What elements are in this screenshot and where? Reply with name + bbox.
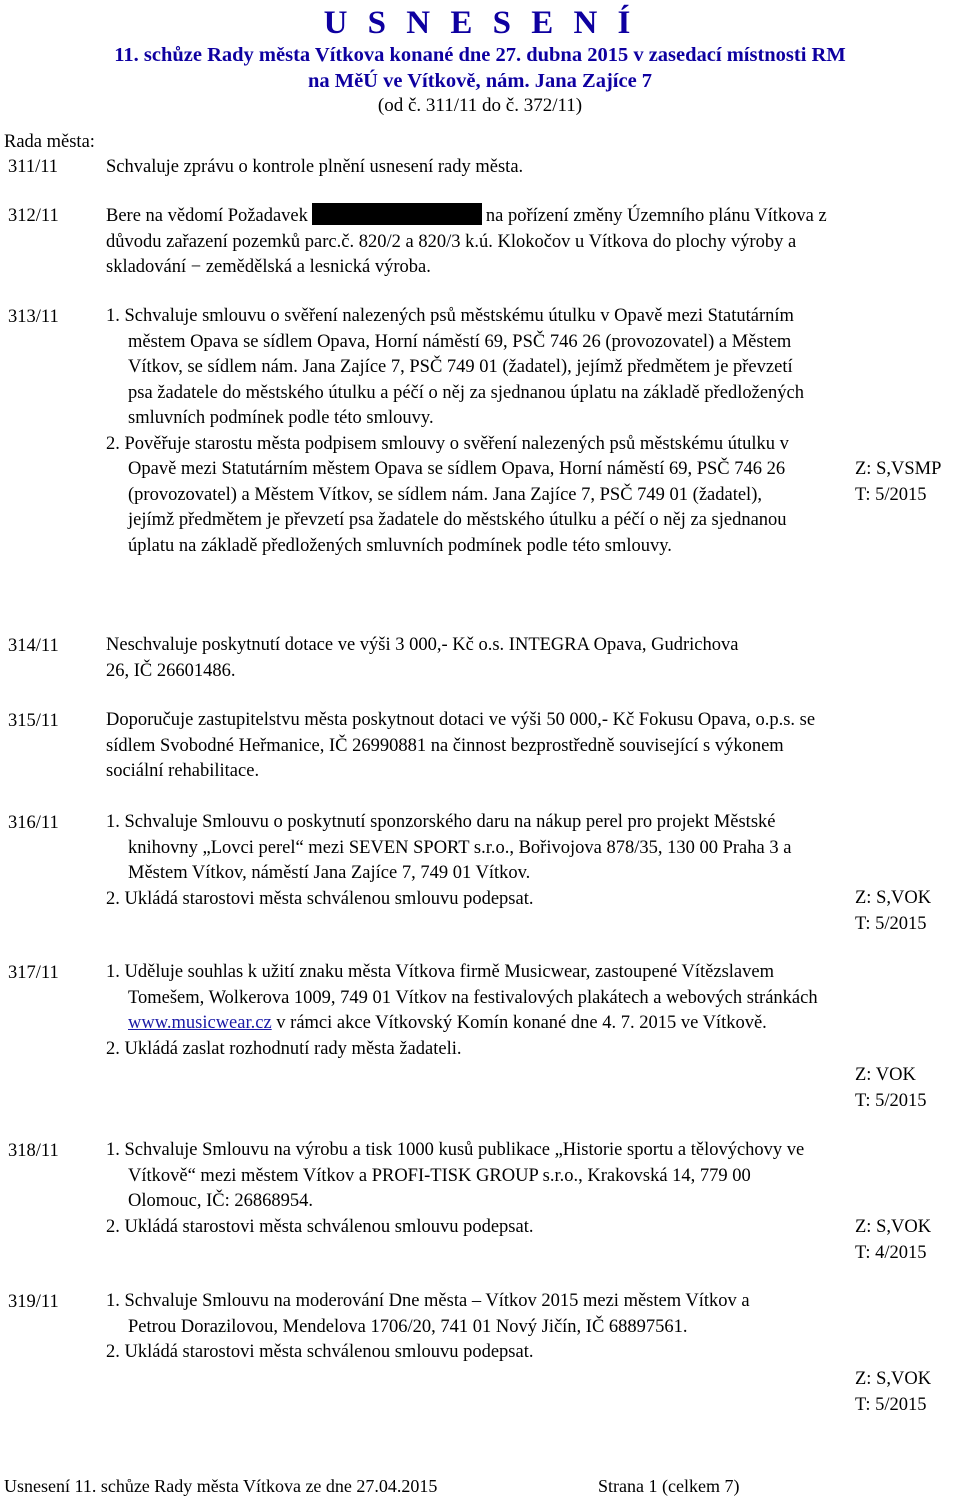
resolution-319 <box>106 1289 786 1366</box>
point-text: 1. Uděluje souhlas k užití znaku města Vítkova firmě Musicwear, zastoupené Vítězslavem Tomešem, Wolkerova 1009, 749 01 Vítkov na festivalových plakátech a webových stránkách <box>106 962 818 1008</box>
responsible-person: Z: VOK <box>855 1065 916 1085</box>
footer-title: Usnesení 11. schůze Rady města Vítkova ze dne 27.04.2015 <box>4 1476 438 1496</box>
resolution-number: 312/11 <box>8 206 59 226</box>
point-text: v rámci akce Vítkovský Komín konané dne 4. 7. 2015 ve Vítkově. <box>276 1013 767 1033</box>
website-link[interactable]: www.musicwear.cz <box>128 1013 272 1033</box>
deadline: T: 5/2015 <box>855 1395 927 1415</box>
responsible-person: Z: S,VSMP <box>855 459 942 479</box>
resolution-text-c: plánu Vítkova z důvodu zařazení pozemků parc.č. 820/2 a 820/3 k.ú. Klokočov u Vítkova do plochy výroby a skladování − zemědělská a lesnická výroba. <box>106 206 827 277</box>
deadline: T: 5/2015 <box>855 914 927 934</box>
deadline: T: 5/2015 <box>855 485 927 505</box>
responsible-person: Z: S,VOK <box>855 1369 932 1389</box>
meeting-line: 11. schůze Rady města Vítkova konané dne 27. dubna 2015 v zasedací místnosti RM <box>114 44 846 66</box>
resolution-number: 319/11 <box>8 1292 59 1312</box>
resolution-range: (od č. 311/11 do č. 372/11) <box>377 95 583 116</box>
resolution-text: Doporučuje zastupitelstvu města poskytnout dotaci ve výši 50 000,- Kč Fokusu Opava, o.p.s. se sídlem Svobodné Heřmanice, IČ 26990881 na činnost bezprostředně související s výkonem sociální rehabilitace. <box>106 710 816 781</box>
responsible-person: Z: S,VOK <box>855 1217 932 1237</box>
resolution-text: Schvaluje zprávu o kontrole plnění usnesení rady města. <box>106 157 524 177</box>
deadline: T: 5/2015 <box>855 1091 927 1111</box>
resolution-point-1: 1. Schvaluje Smlouvu o poskytnutí sponzorského daru na nákup perel pro projekt Městské knihovny „Lovci perel“ mezi SEVEN SPORT s.r.o., Bořivojova 878/35, 130 00 Praha 3 a Městem Vítkov, náměstí Jana Zajíce 7, 749 01 Vítkov. <box>106 812 792 883</box>
resolution-text-b: na pořízení změny Územního <box>485 206 705 226</box>
deadline: T: 4/2015 <box>855 1243 927 1263</box>
resolution-318 <box>106 1138 826 1240</box>
page-number: Strana 1 (celkem 7) <box>598 1476 740 1496</box>
resolution-text: Neschvaluje poskytnutí dotace ve výši 3 000,- Kč o.s. INTEGRA Opava, Gudrichova 26, IČ 26601486. <box>106 635 739 681</box>
resolution-313 <box>106 304 811 559</box>
resolution-point-1 <box>106 960 826 1037</box>
council-label: Rada města: <box>4 132 95 152</box>
resolution-point-2: 2. Pověřuje starostu města podpisem smlouvy o svěření nalezených psů městskému útulku v Opavě mezi Statutárním městem Opava se sídlem Opava, Horní náměstí 69, PSČ 746 26 (provozovatel) a Městem Vítkov, se sídlem nám. Jana Zajíce 7, PSČ 749 01 (žadatel), jejímž předmětem je převzetí psa žadatele do městského útulku a péčí o něj za sjednanou úplatu na základě předložených smluvních podmínek podle této smlouvy. <box>106 433 789 556</box>
responsible-person: Z: S,VOK <box>855 888 932 908</box>
resolution-317 <box>106 960 826 1062</box>
resolution-number: 313/11 <box>8 307 59 327</box>
resolution-point-1: 1. Schvaluje Smlouvu na moderování Dne města – Vítkov 2015 mezi městem Vítkov a Petrou Dorazilovou, Mendelova 1706/20, 741 01 Nový Jičín, IČ 68897561. <box>106 1291 750 1337</box>
resolution-number: 311/11 <box>8 157 59 177</box>
resolution-number: 314/11 <box>8 636 59 656</box>
redaction-block <box>312 203 482 225</box>
resolution-number: 316/11 <box>8 813 59 833</box>
resolution-text-a: Bere na vědomí Požadavek <box>106 206 308 226</box>
resolution-number: 317/11 <box>8 963 59 983</box>
resolution-point-2: 2. Ukládá starostovi města schválenou smlouvu podepsat. <box>106 1342 534 1362</box>
resolution-number: 315/11 <box>8 711 59 731</box>
resolution-point-2: 2. Ukládá starostovi města schválenou smlouvu podepsat. <box>106 1216 534 1237</box>
resolution-number: 318/11 <box>8 1141 59 1161</box>
resolution-point-2: 2. Ukládá starostovi města schválenou smlouvu podepsat. <box>106 888 534 909</box>
resolution-point-1: 1. Schvaluje Smlouvu na výrobu a tisk 1000 kusů publikace „Historie sportu a tělovýchovy ve Vítkově“ mezi městem Vítkov a PROFI-TISK GROUP s.r.o., Krakovská 14, 779 00 Olomouc, IČ: 26868954. <box>106 1140 805 1211</box>
document-title: U S N E S E N Í <box>323 5 637 41</box>
document-heading <box>0 0 960 118</box>
meeting-place: na MěÚ ve Vítkově, nám. Jana Zajíce 7 <box>307 70 653 92</box>
resolution-point-2: 2. Ukládá zaslat rozhodnutí rady města žadateli. <box>106 1038 462 1059</box>
resolution-point-1: 1. Schvaluje smlouvu o svěření nalezených psů městskému útulku v Opavě mezi Statutárním městem Opava se sídlem Opava, Horní náměstí 69, PSČ 746 26 (provozovatel) a Městem Vítkov, se sídlem nám. Jana Zajíce 7, PSČ 749 01 (žadatel), jejímž předmětem je převzetí psa žadatele do městského útulku a péčí o něj za sjednanou úplatu na základě předložených smluvních podmínek podle této smlouvy. <box>106 306 805 428</box>
resolution-316 <box>106 810 841 912</box>
resolution-312 <box>106 203 846 281</box>
